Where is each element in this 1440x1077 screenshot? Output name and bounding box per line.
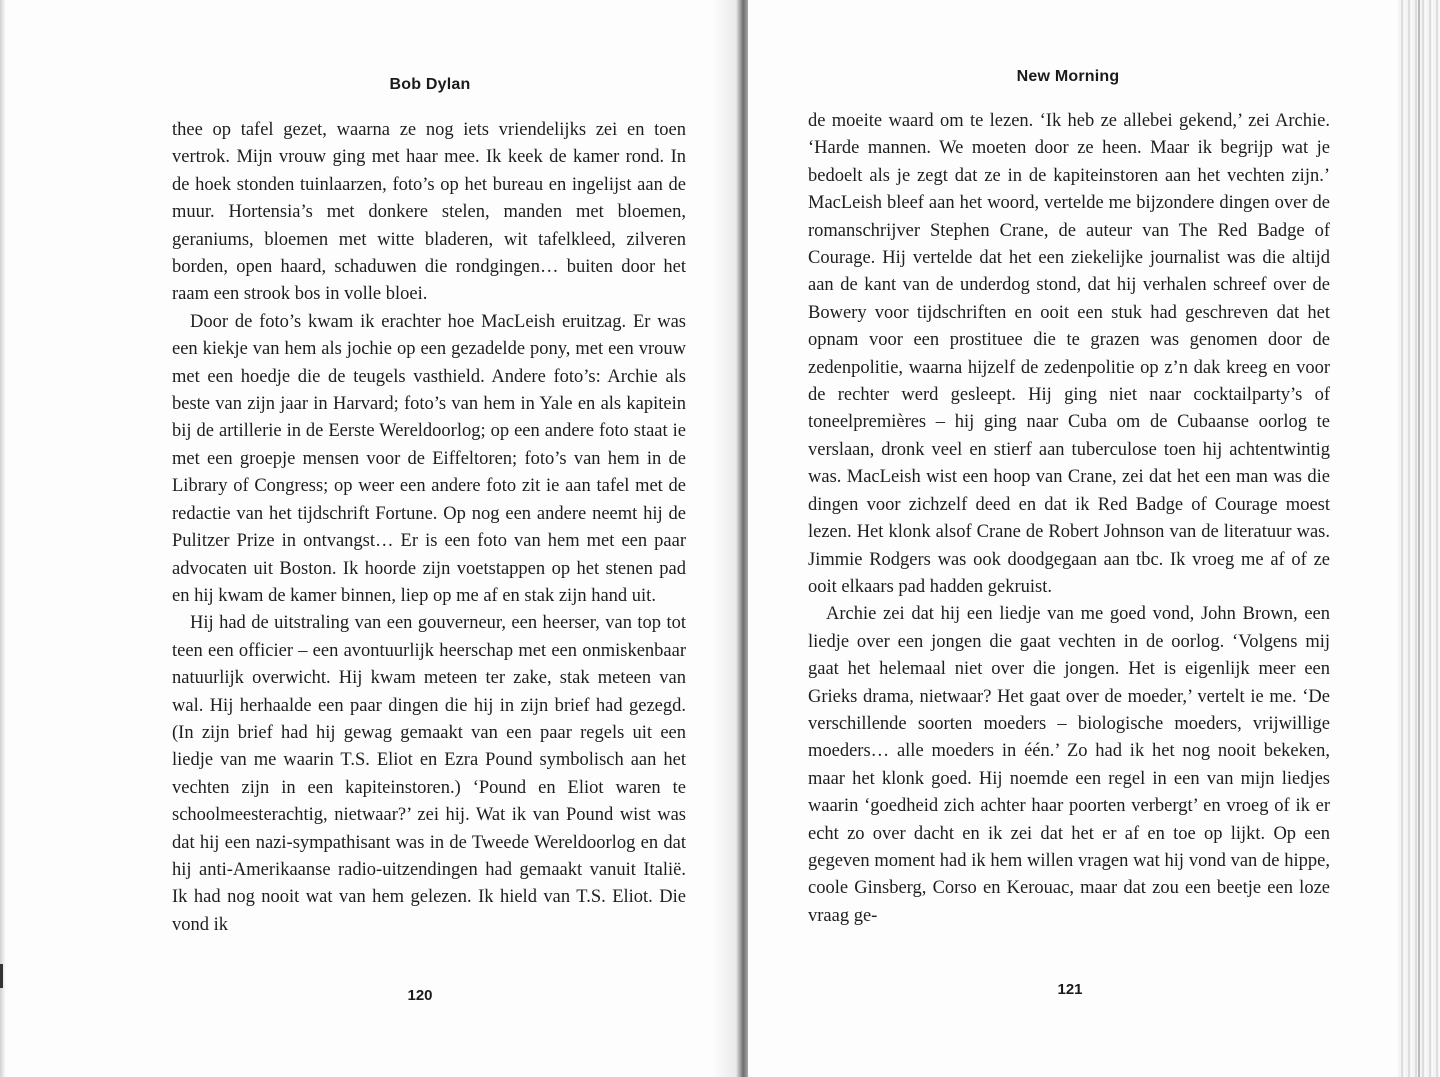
scan-edge-mark [0,964,3,988]
paragraph: de moeite waard om te lezen. ‘Ik heb ze allebei gekend,’ zei Archie. ‘Harde mannen. We moeten door ze heen. Maar ik begrijp wat je bedoelt als je zegt dat ze in de kapiteinstoren aan het vechten zijn.’ MacLeish bleef aan het woord, vertelde me bijzondere dingen over de romanschrijver Stephen Crane, de auteur van The Red Badge of Courage. Hij vertelde dat het een ziekelijke journalist was die altijd aan de kant van de underdog stond, dat hij verhalen schreef over de Bowery voor tijdschriften en ooit een stuk had geschreven dat het opnam voor een prostituee die te grazen was genomen door de zedenpolitie, waarna hijzelf de zedenpolitie op z’n dak kreeg en voor de rechter werd gesleept. Hij ging niet naar cocktailparty’s of toneelpremières – hij ging naar Cuba om de Cubaanse oorlog te verslaan, dronk veel en stierf aan tuberculose toen hij achtentwintig was. MacLeish wist een hoop van Crane, zei dat het een man was die dingen voor zichzelf deed en dat ik Red Badge of Courage moest lezen. Het klonk alsof Crane de Robert Johnson van de literatuur was. Jimmie Rodgers was ook doodgegaan aan tbc. Ik vroeg me af of ze ooit elkaars pad hadden gekruist. [808,111,1330,597]
paragraph: thee op tafel gezet, waarna ze nog iets vriendelijks zei en toen vertrok. Mijn vrouw ging met haar mee. Ik keek de kamer rond. In de hoek stonden tuinlaarzen, foto’s op het bureau en ingelijst aan de muur. Hortensia’s met donkere stelen, manden met bloemen, geraniums, bloemen met witte bladeren, wit tafelkleed, zilveren borden, open haard, schaduwen die rondgingen… buiten door het raam een strook bos in volle bloei. [172,120,686,305]
left-page-body [172,117,686,939]
paragraph: Door de foto’s kwam ik erachter hoe MacLeish eruitzag. Er was een kiekje van hem als jochie op een gezadelde pony, met een vrouw met een hoedje die de teugels vasthield. Andere foto’s: Archie als beste van zijn jaar in Harvard; foto’s van hem in Yale en als kapitein bij de artillerie in de Eerste Wereldoorlog; op een andere foto staat ie met een groepje mensen voor de Eiffeltoren; foto’s van hem in de Library of Congress; op weer een andere foto zit ie aan tafel met de redactie van het tijdschrift Fortune. Op nog een andere neemt hij de Pulitzer Prize in ontvangst… Er is een foto van hem met een paar advocaten uit Boston. Ik hoorde zijn voetstappen op het stenen pad en hij kwam de kamer binnen, liep op me af en stak zijn hand uit. [172,311,686,606]
page-number-right: 121 [1057,981,1083,998]
right-page-body [808,108,1330,930]
paragraph: Hij had de uitstraling van een gouverneur, een heerser, van top tot teen een officier – een avontuurlijk heerschap met een onmiskenbaar natuurlijk overwicht. Hij kwam meteen ter zake, stak meteen van wal. Hij herhaalde een paar dingen die hij in zijn brief had gezegd. (In zijn brief had hij gewag gemaakt van een paar regels uit een liedje van me waarin T.S. Eliot en Ezra Pound symbolisch aan het vechten zijn in een kapiteinstoren.) ‘Pound en Eliot waren te schoolmeesterachtig, nietwaar?’ zei hij. Wat ik van Pound wist was dat hij een nazi-sympathisant was in de Tweede Wereldoorlog en dat hij anti-Amerikaanse radio-uitzendingen had gemaakt vanuit Italië. Ik had nog nooit wat van hem gelezen. Ik hield van T.S. Eliot. Die vond ik [172,613,686,935]
right-page [748,0,1398,1077]
left-page-edge [0,0,6,1077]
page-stack-edge [1398,0,1440,1077]
paragraph: Archie zei dat hij een liedje van me goed vond, John Brown, een liedje over een jongen die gaat vechten in de oorlog. ‘Volgens mij gaat het helemaal niet over die jongen. Het is eigenlijk meer een Grieks drama, nietwaar? Het gaat over de moeder,’ vertelt ie me. ‘De verschillende soorten moeders – biologische moeders, vrijwillige moeders… alle moeders in één.’ Zo had ik het nog nooit bekeken, maar het klonk goed. Hij noemde een regel in een van mijn liedjes waarin ‘goedheid zich achter haar poorten verbergt’ en vroeg of ik er echt zo over dacht en ik zei dat het er af en toe op lijkt. Op een gegeven moment had ik hem willen vragen wat hij vond van de hippe, coole Ginsberg, Corso en Kerouac, maar dat zou een beetje een loze vraag ge- [808,604,1330,926]
running-head-author: Bob Dylan [389,76,471,93]
page-number-left: 120 [407,987,433,1004]
running-head-chapter: New Morning [1016,68,1120,85]
